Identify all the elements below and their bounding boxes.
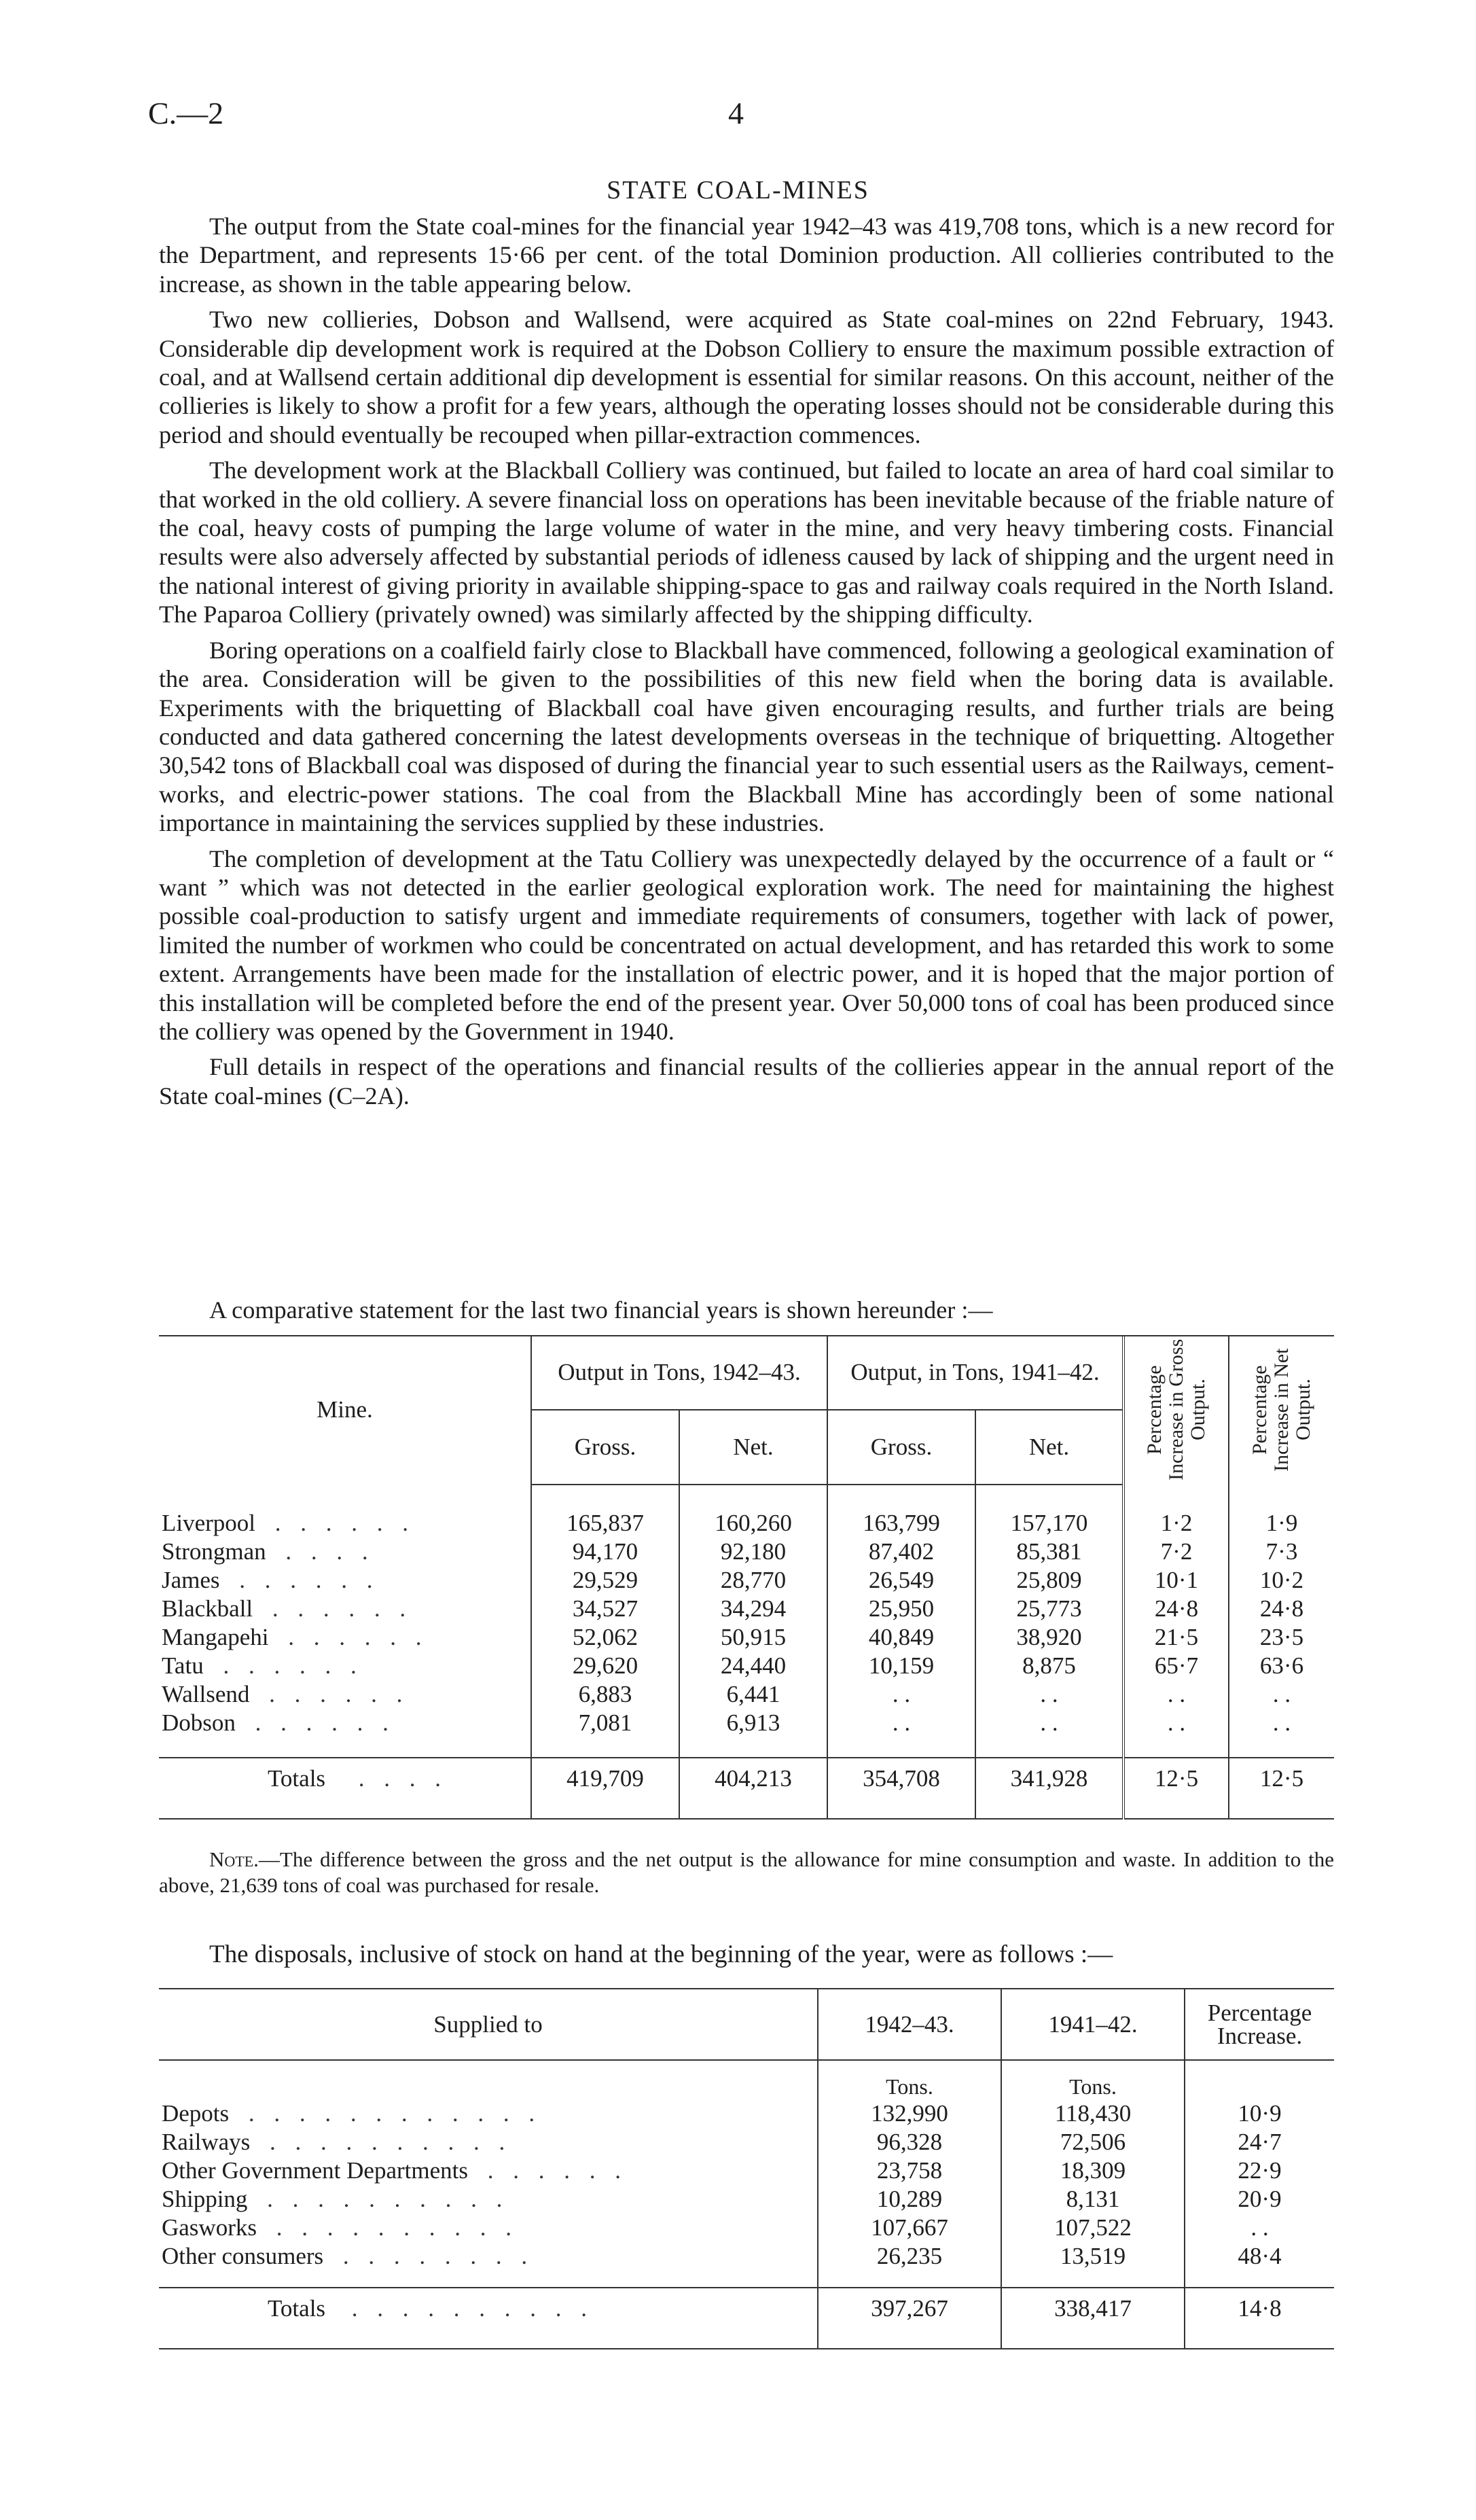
mines-totals-row [159,1758,1334,1798]
unit-1942: Tons. [1001,2060,1185,2099]
net-1943-cell: 50,915 [679,1623,827,1652]
gross-1943-cell: 29,620 [531,1652,679,1680]
supplied-to-label: Gasworks [162,2214,257,2241]
value-1943-cell: 23,758 [818,2157,1001,2185]
net-1943-cell: 24,440 [679,1652,827,1680]
totals-label: Totals [268,1764,326,1792]
unit-1943: Tons. [818,2060,1001,2099]
gross-1942-cell: 87,402 [827,1538,975,1566]
pct-gross-cell: 10·1 [1123,1566,1229,1595]
dot-leader: . . . . . . [255,1709,395,1736]
supplied-to-cell [159,2099,818,2128]
value-1943-cell: 26,235 [818,2242,1001,2271]
mine-name: Tatu [162,1652,204,1679]
supplied-to-label: Shipping [162,2186,248,2212]
table-row [159,2185,1334,2214]
pct-increase-cell: 20·9 [1238,2186,1282,2212]
supplied-to-label: Railways [162,2129,251,2155]
net-1942-cell: 8,875 [975,1652,1123,1680]
mine-name-cell [159,1709,531,1737]
supplied-to-cell [159,2214,818,2242]
col-header-mine: Mine. [159,1335,531,1485]
net-1942-cell: 25,773 [975,1595,1123,1623]
value-1942-cell: 118,430 [1001,2099,1185,2128]
pct-gross-cell: 1·2 [1123,1509,1229,1538]
table-row [159,2242,1334,2271]
net-1943-cell: 92,180 [679,1538,827,1566]
disposals-totals-1943: 397,267 [818,2288,1001,2328]
note-text: —The difference between the gross and the net output is the allowance for mine consumption and waste. In addition to the above, 21,639 tons of coal was purchased for resale. [159,1847,1334,1897]
pct-gross-cell: . . [1123,1709,1229,1737]
totals-net-1942: 341,928 [975,1758,1123,1798]
dot-leader: . . . . . . [239,1567,380,1593]
dot-leader: . . . . . . [269,1681,410,1707]
gross-1943-cell: 52,062 [531,1623,679,1652]
col-header-group-1943: Output in Tons, 1942–43. [531,1335,827,1410]
paragraph: Full details in respect of the operations and financial results of the collieries appear in the annual report of the State coal-mines (C–2A). [159,1053,1334,1110]
net-1943-cell: 160,260 [679,1509,827,1538]
comparative-intro: A comparative statement for the last two financial years is shown hereunder :— [209,1296,993,1324]
net-1942-cell: 25,809 [975,1566,1123,1595]
supplied-to-cell [159,2157,818,2185]
value-1942-cell: 18,309 [1001,2157,1185,2185]
pct-net-cell: 10·2 [1259,1567,1304,1593]
table-row [159,2128,1334,2157]
mine-name: Strongman [162,1538,266,1565]
supplied-to-cell [159,2185,818,2214]
mine-name-cell [159,1680,531,1709]
pct-net-cell: . . [1272,1681,1291,1707]
net-1943-cell: 34,294 [679,1595,827,1623]
dot-leader: . . . . . . . . [342,2243,535,2269]
supplied-to-cell [159,2242,818,2271]
pct-increase-cell: 24·7 [1238,2129,1282,2155]
totals-label-cell [159,1758,531,1798]
net-1942-cell: 85,381 [975,1538,1123,1566]
dot-leader: . . . . . . . . . . [267,2186,509,2212]
disposals-totals-dot-leader: . . . . . . . . . . [351,2294,594,2322]
gross-1942-cell: . . [827,1680,975,1709]
pct-gross-cell: 24·8 [1123,1595,1229,1623]
col-header-pct: Percentage Increase. [1207,1999,1312,2049]
value-1943-cell: 107,667 [818,2214,1001,2242]
gross-1943-cell: 165,837 [531,1509,679,1538]
col-header-gross-1943: Gross. [531,1410,679,1485]
value-1943-cell: 96,328 [818,2128,1001,2157]
gross-1943-cell: 94,170 [531,1538,679,1566]
value-1942-cell: 13,519 [1001,2242,1185,2271]
dot-leader: . . . . . . [288,1624,429,1650]
col-header-group-1942: Output, in Tons, 1941–42. [827,1335,1123,1410]
disposals-totals-row [159,2288,1334,2328]
dot-leader: . . . . . . . . . . [276,2214,518,2241]
table-row [159,1709,1334,1737]
supplied-to-label: Other Government Departments [162,2157,468,2184]
totals-net-1943: 404,213 [679,1758,827,1798]
gross-1943-cell: 29,529 [531,1566,679,1595]
disposals-intro: The disposals, inclusive of stock on hand at the beginning of the year, were as follows :— [209,1940,1113,1968]
disposals-totals-label-cell [159,2288,818,2328]
net-1942-cell: . . [975,1709,1123,1737]
gross-1942-cell: 25,950 [827,1595,975,1623]
table-row [159,1509,1334,1538]
gross-1942-cell: 163,799 [827,1509,975,1538]
gross-1942-cell: 26,549 [827,1566,975,1595]
col-header-supplied: Supplied to [159,1989,818,2060]
net-1943-cell: 6,441 [679,1680,827,1709]
supplied-to-label: Depots [162,2100,230,2127]
mine-name: Liverpool [162,1510,256,1536]
pct-increase-cell: . . [1250,2214,1269,2241]
mine-name: Mangapehi [162,1624,269,1650]
mine-name: Blackball [162,1595,253,1622]
pct-increase-cell: 48·4 [1238,2243,1282,2269]
col-header-pct-net-cell [1229,1335,1334,1485]
pct-net-cell: 1·9 [1265,1510,1298,1536]
col-header-1942: 1941–42. [1001,1989,1185,2060]
body-text [159,212,1334,1117]
mine-name: Wallsend [162,1681,250,1707]
dot-leader: . . . . . . . . . . . . [248,2100,542,2127]
supplied-to-label: Other consumers [162,2243,324,2269]
value-1943-cell: 10,289 [818,2185,1001,2214]
col-header-net-1943: Net. [679,1410,827,1485]
supplied-to-cell [159,2128,818,2157]
mine-name-cell [159,1623,531,1652]
pct-gross-cell: 7·2 [1123,1538,1229,1566]
paragraph: Two new collieries, Dobson and Wallsend, were acquired as State coal-mines on 22nd February, 1943. Considerable dip development work is required at the Dobson Colliery to ensure the maximum possible extraction of coal, and at Wallsend certain additional dip development is essential for similar reasons. On this account, neither of the collieries is likely to show a profit for a few years, although the operating losses should not be considerable during this period and should eventually be recouped when pillar-extraction commences. [159,306,1334,448]
col-header-1943: 1942–43. [818,1989,1001,2060]
net-1942-cell: . . [975,1680,1123,1709]
mines-output-table [159,1335,1334,1820]
mine-name-cell [159,1538,531,1566]
section-title: STATE COAL-MINES [607,176,869,205]
pct-net-cell: 63·6 [1259,1652,1304,1679]
gross-1942-cell: 10,159 [827,1652,975,1680]
page-number: 4 [728,96,744,130]
table-row [159,1680,1334,1709]
value-1942-cell: 72,506 [1001,2128,1185,2157]
gross-1942-cell: . . [827,1709,975,1737]
table-row [159,2157,1334,2185]
table-note [159,1847,1334,1898]
pct-increase-cell: 22·9 [1238,2157,1282,2184]
table-row [159,1623,1334,1652]
gross-1943-cell: 7,081 [531,1709,679,1737]
value-1942-cell: 8,131 [1001,2185,1185,2214]
mine-name-cell [159,1652,531,1680]
dot-leader: . . . . [285,1538,375,1565]
table-row [159,2099,1334,2128]
table-row [159,1652,1334,1680]
net-1942-cell: 38,920 [975,1623,1123,1652]
mine-name-cell [159,1509,531,1538]
totals-gross-1942: 354,708 [827,1758,975,1798]
table-row [159,1538,1334,1566]
totals-gross-1943: 419,709 [531,1758,679,1798]
col-header-gross-1942: Gross. [827,1410,975,1485]
col-header-net-1942: Net. [975,1410,1123,1485]
pct-increase-cell: 10·9 [1238,2100,1282,2127]
pct-gross-cell: 65·7 [1123,1652,1229,1680]
net-1943-cell: 6,913 [679,1709,827,1737]
col-header-pct-net: Percentage Increase in Net Output. [1248,1348,1314,1472]
paragraph: The completion of development at the Tatu Colliery was unexpectedly delayed by the occurrence of a fault or “ want ” which was not detected in the earlier geological exploration work. The need for maintaining the highest possible coal-production to satisfy urgent and immediate requirements of consumers, together with lack of power, limited the number of workmen who could be concentrated on actual development, and has retarded this work to some extent. Arrangements have been made for the installation of electric power, and it is hoped that the major portion of this installation will be completed before the end of the present year. Over 50,000 tons of coal has been produced since the colliery was opened by the Government in 1940. [159,845,1334,1045]
dot-leader: . . . . . . . . . . [270,2129,512,2155]
col-header-pct-gross: Percentage Increase in Gross Output. [1143,1338,1209,1481]
gross-1942-cell: 40,849 [827,1623,975,1652]
table-row [159,2214,1334,2242]
value-1942-cell: 107,522 [1001,2214,1185,2242]
disposals-totals-label: Totals [268,2294,326,2322]
dot-leader: . . . . . . [487,2157,628,2184]
col-header-pct-gross-cell [1123,1335,1229,1485]
gross-1943-cell: 6,883 [531,1680,679,1709]
pct-gross-cell: 21·5 [1123,1623,1229,1652]
totals-dot-leader: . . . . [358,1764,448,1792]
dot-leader: . . . . . . [274,1510,416,1536]
totals-pct-gross: 12·5 [1123,1758,1229,1798]
disposals-totals-pct: 14·8 [1238,2294,1282,2322]
pct-net-cell: . . [1272,1709,1291,1736]
table-row [159,1595,1334,1623]
mine-name: James [162,1567,220,1593]
pct-net-cell: 23·5 [1259,1624,1304,1650]
mine-name-cell [159,1566,531,1595]
note-label: Note. [209,1847,259,1871]
dot-leader: . . . . . . [223,1652,363,1679]
disposals-totals-1942: 338,417 [1001,2288,1185,2328]
paragraph: The output from the State coal-mines for the financial year 1942–43 was 419,708 tons, which is a new record for the Department, and represents 15·66 per cent. of the total Dominion production. All collieries contributed to the increase, as shown in the table appearing below. [159,213,1334,298]
pct-net-cell: 7·3 [1265,1538,1298,1565]
value-1943-cell: 132,990 [818,2099,1001,2128]
totals-pct-net: 12·5 [1259,1764,1304,1792]
gross-1943-cell: 34,527 [531,1595,679,1623]
mine-name: Dobson [162,1709,236,1736]
paragraph: Boring operations on a coalfield fairly close to Blackball have commenced, following a geological examination of the area. Consideration will be given to the possibilities of this new field when the boring data is available. Experiments with the briquetting of Blackball coal have given encouraging results, and further trials are being conducted and data gathered concerning the latest developments overseas in the technique of briquetting. Altogether 30,542 tons of Blackball coal was disposed of during the financial year to such essential users as the Railways, cement-works, and electric-power stations. The coal from the Blackball Mine has accordingly been of some national importance in maintaining the services supplied by these industries. [159,636,1334,837]
table-row [159,1566,1334,1595]
disposals-table [159,1988,1334,2349]
net-1943-cell: 28,770 [679,1566,827,1595]
mine-name-cell [159,1595,531,1623]
paragraph: The development work at the Blackball Colliery was continued, but failed to locate an area of hard coal similar to that worked in the old colliery. A severe financial loss on operations has been inevitable because of the friable nature of the coal, heavy costs of pumping the large volume of water in the mine, and very heavy timbering costs. Financial results were also adversely affected by substantial periods of idleness caused by lack of shipping and the urgent need in the national interest of giving priority in available shipping-space to gas and railway coals required in the North Island. The Paparoa Colliery (privately owned) was similarly affected by the shipping difficulty. [159,457,1334,628]
net-1942-cell: 157,170 [975,1509,1123,1538]
pct-net-cell: 24·8 [1259,1595,1304,1622]
document-reference: C.—2 [148,96,224,130]
pct-gross-cell: . . [1123,1680,1229,1709]
dot-leader: . . . . . . [272,1595,413,1622]
